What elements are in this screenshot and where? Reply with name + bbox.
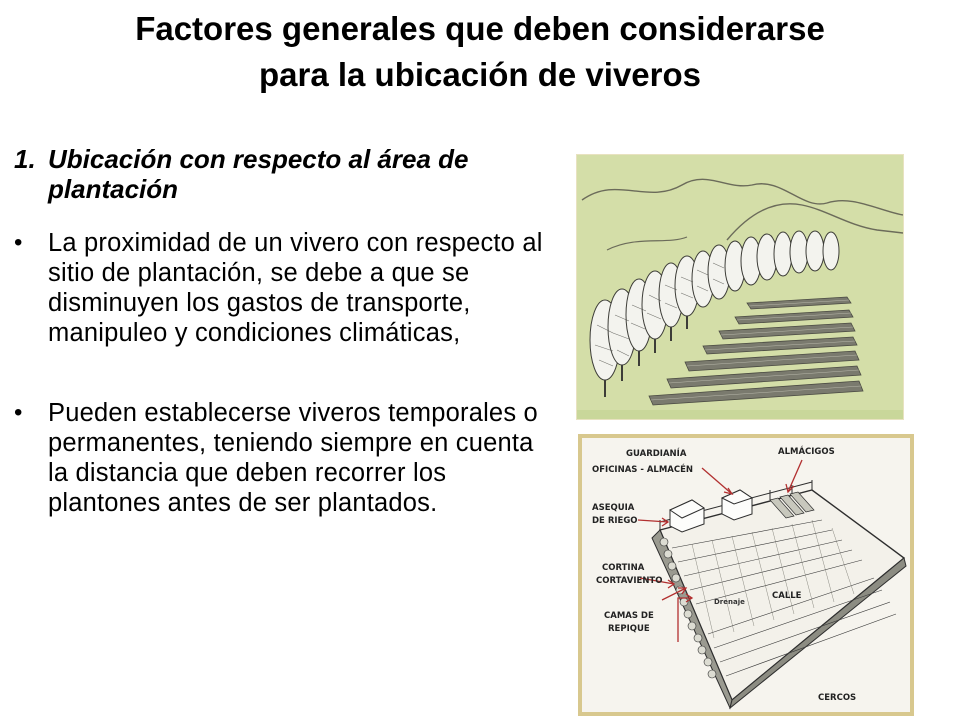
label-asequia-2: DE RIEGO (592, 516, 638, 526)
label-calle: CALLE (772, 591, 802, 601)
slide-title (60, 6, 900, 98)
label-oficinas: OFICINAS - ALMACÉN (592, 465, 694, 475)
label-guardiania: GUARDIANÍA (626, 449, 687, 459)
nursery-diagram-illustration (582, 438, 910, 712)
label-cercos: CERCOS (818, 693, 857, 703)
section-number: 1. (14, 144, 36, 174)
section-heading-text: Ubicación con respecto al área de plantación (48, 144, 469, 204)
bullet-item (14, 398, 544, 518)
landscape-illustration (577, 155, 903, 419)
bullet-text: La proximidad de un vivero con respecto al sitio de plantación, se debe a que se disminuyen los gastos de transporte, manipuleo y condiciones climáticas, (48, 229, 543, 347)
label-cortina-1: CORTINA (602, 563, 645, 573)
bullet-dot-icon: • (14, 399, 23, 426)
label-camas-2: REPIQUE (608, 624, 650, 634)
label-camas-1: CAMAS DE (604, 611, 654, 621)
nursery-layout-diagram (578, 434, 914, 716)
title-line-1: Factores generales que deben considerarse (135, 10, 825, 47)
bullet-text: Pueden establecerse viveros temporales o permanentes, teniendo siempre en cuenta la distancia que deben recorrer los plantones antes de ser plantados. (48, 399, 538, 517)
bullet-dot-icon: • (14, 229, 23, 256)
label-asequia-1: ASEQUIA (592, 503, 635, 513)
title-line-2: para la ubicación de viveros (258, 56, 702, 93)
label-cortina-2: CORTAVIENTO (596, 576, 663, 586)
label-almacigos: ALMÁCIGOS (778, 447, 835, 457)
plantation-landscape-image (576, 154, 904, 420)
label-drenaje: Drenaje (714, 598, 745, 606)
slide-body (14, 144, 544, 568)
section-heading (14, 144, 544, 204)
bullet-item (14, 228, 544, 348)
